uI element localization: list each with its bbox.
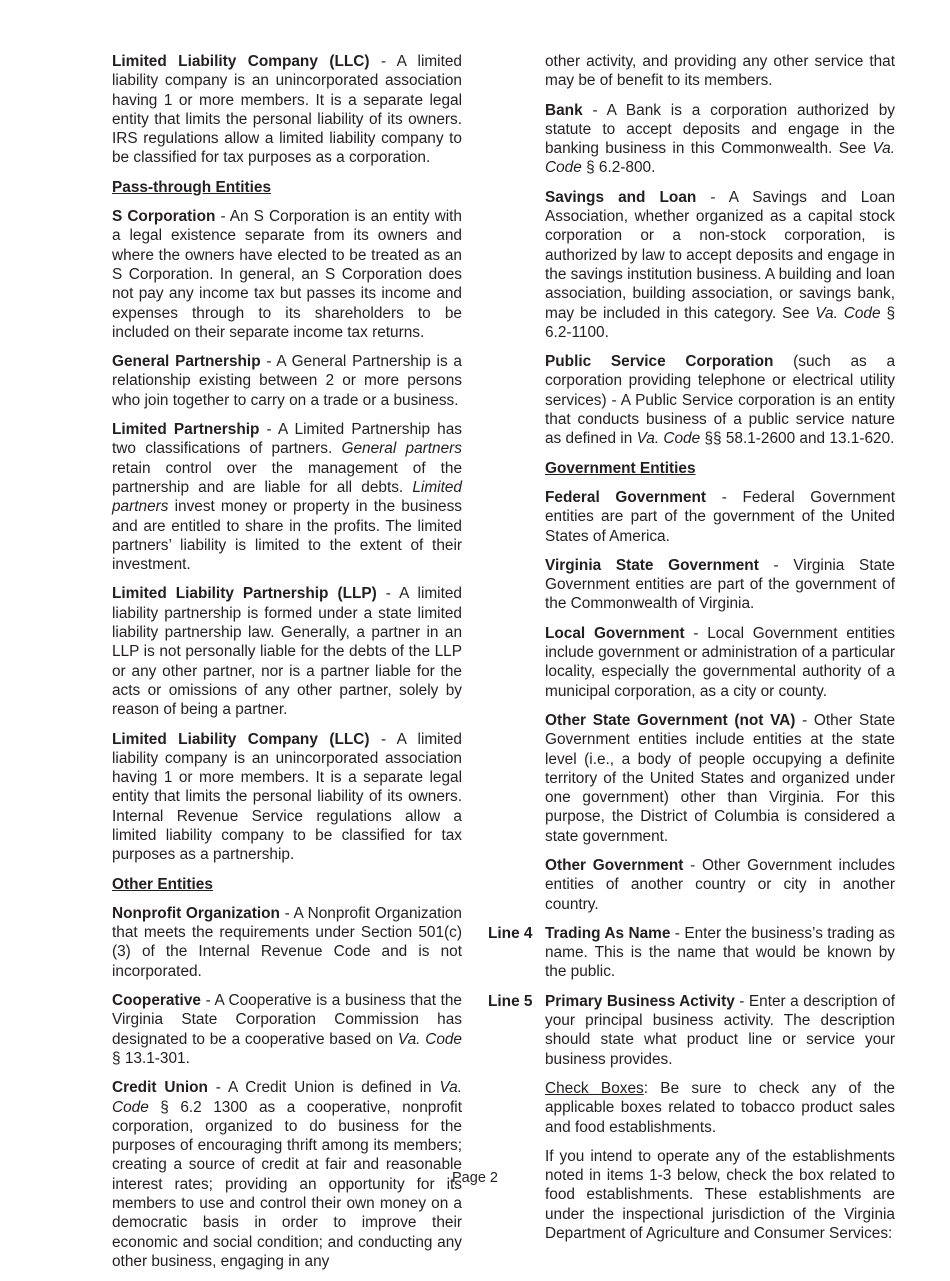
term: Local Government [545,624,685,642]
definition-paragraph [545,352,895,448]
text: § 6.2 1300 as a cooperative, nonprofit corporation, organized to do business for the purposes of encouraging thrift among its members; creating a source of credit at fair and reasonable interest rates; providing an opportunity for its members to use and control their own money on a democratic basis in order to improve their economic and social condition; and conducting any other business, engaging in any [112,1098,462,1270]
text: - A Cooperative is a business that the Virginia State Corporation Commission has designated to be a cooperative based on [112,992,462,1048]
italic-text: Va. Code [112,1079,462,1116]
text: retain control over the management of the partnership and are liable for all debts. [112,459,462,496]
definition-paragraph [545,101,895,178]
definition-paragraph [545,488,895,546]
term: Public Service Corporation [545,353,774,371]
line-number-label: Line 5 [488,992,533,1010]
right-column [488,52,896,1253]
definition-paragraph [112,352,462,410]
term: S Corporation [112,208,216,226]
term: Other Government [545,856,684,874]
term: Virginia State Government [545,556,759,574]
underlined-text: Check Boxes [545,1079,644,1097]
text: - A Credit Union is defined in [207,1079,440,1097]
definition-paragraph [545,1147,895,1243]
italic-text: Limited partners [112,478,462,516]
text: - A Nonprofit Organization that meets the requirements under Section 501(c)(3) of the Internal Revenue Code and is not incorporated. [112,904,462,980]
definition-paragraph [545,1079,895,1137]
text: other activity, and providing any other service that may be of benefit to its members. [545,53,895,90]
text: - Local Government entities include government or administration of a particular locality, especially the governmental authority of a municipal corporation, as a city or county. [545,624,895,700]
text: § 6.2-1100. [545,304,896,341]
line-number-label: Line 4 [488,924,533,942]
page-number: Page 2 [452,1170,498,1186]
text: - A limited liability partnership is formed under a state limited liability partnership law. Generally, a partner in an LLP is not personally liable for the debts of the LLP or any other partner, nor is a partner liable for the acts or omissions of any other partner, solely by reason of being a partner. [112,585,462,719]
definition-paragraph [112,904,462,981]
text: - Enter the business’s trading as name. This is the name that would be known by the public. [545,924,895,981]
text: § 6.2-800. [581,159,656,177]
text: - Enter a description of your principal business activity. The description should state what product line or service your business provides. [545,992,895,1068]
text: - An S Corporation is an entity with a legal existence separate from its owners and where the owners have elected to be treated as an S Corporation. In general, an S Corporation does not pay any income tax but passes its income and expenses through to its shareholders to be included on their separate income tax returns. [112,208,462,341]
definition-paragraph [112,420,462,574]
definition-paragraph [112,52,462,168]
definition-paragraph [112,730,462,865]
text: (such as a corporation providing telephone or electrical utility services) - A Public Service corporation is an entity that conducts business of a public service nature as defined in [545,353,896,448]
italic-text: Va. Code [397,1030,462,1048]
text: § 13.1-301. [112,1049,190,1067]
term: Limited Liability Company (LLC) [112,53,370,70]
italic-text: Va. Code [815,304,881,322]
section-heading: Government Entities [545,459,696,477]
term: Savings and Loan [545,188,697,206]
term: Other State Government (not VA) [545,711,796,729]
text: - Federal Government entities are part of the government of the United States of America. [545,488,895,545]
term: Nonprofit Organization [112,904,280,922]
definition-paragraph [545,52,895,91]
term: Federal Government [545,488,707,506]
text: - A Savings and Loan Association, whether organized as a capital stock corporation or a non-stock corporation, is authorized by law to accept deposits and engage in the savings institution business. A building and loan association, building association, or savings bank, may be included in this category. See [545,188,896,322]
text: invest money or property in the business and are entitled to share in the profits. The limited partners’ liability is limited to the extent of their investment. [112,498,462,574]
text: - Other State Government entities include entities at the state level (i.e., a body of people occupying a definite territory of the United States and organized under one government) other than Virginia. For this purpose, the District of Columbia is considered a state government. [545,711,895,845]
italic-text: Va. Code [545,140,895,177]
text: - A Limited Partnership has two classifications of partners. [112,421,462,458]
term: Limited Partnership [112,421,260,439]
section-heading: Pass-through Entities [112,178,272,196]
definition-paragraph [112,991,462,1068]
line-instruction [488,924,895,982]
definition-paragraph [545,556,895,614]
term: Cooperative [112,992,201,1010]
term: Trading As Name [545,924,671,942]
term: Primary Business Activity [545,992,735,1010]
left-column [112,52,462,1281]
definition-paragraph [545,188,895,342]
italic-text: Va. Code [636,430,701,448]
text: - A General Partnership is a relationship existing between 2 or more persons who join together to carry on a trade or a business. [112,353,462,409]
term: Bank [545,101,583,119]
text: - Other Government includes entities of another country or city in another country. [545,856,895,913]
definition-paragraph [112,207,462,342]
definition-paragraph [112,584,462,719]
text: If you intend to operate any of the establishments noted in items 1-3 below, check the box related to food establishments. These establishments are under the inspectional jurisdiction of the Virginia Department of Agriculture and Consumer Services: [545,1147,895,1243]
text: - A limited liability company is an unincorporated association having 1 or more members. It is a separate legal entity that limits the personal liability of its owners. Internal Revenue Service regulations allow a limited liability company to be classified for tax purposes as a partnership. [112,730,462,864]
text: - Virginia State Government entities are part of the government of the Commonwealth of Virginia. [545,556,895,613]
term: General Partnership [112,353,261,371]
text: - A limited liability company is an unincorporated association having 1 or more members. It is a separate legal entity that limits the personal liability of its owners. IRS regulations allow a limited liability company to be classified for tax purposes as a corporation. [112,53,462,167]
text: : Be sure to check any of the applicable boxes related to tobacco product sales and food establishments. [545,1079,895,1136]
term: Credit Union [112,1079,208,1097]
section-heading: Other Entities [112,875,213,893]
italic-text: General partners [341,440,462,458]
text: - A Bank is a corporation authorized by statute to accept deposits and engage in the banking business in this Commonwealth. See [545,101,895,158]
term: Limited Liability Company (LLC) [112,730,370,748]
definition-paragraph [545,711,895,846]
definition-paragraph [545,624,895,701]
definition-paragraph [545,856,895,914]
line-instruction [488,992,895,1069]
term: Limited Liability Partnership (LLP) [112,585,377,603]
text: §§ 58.1-2600 and 13.1-620. [700,430,895,448]
